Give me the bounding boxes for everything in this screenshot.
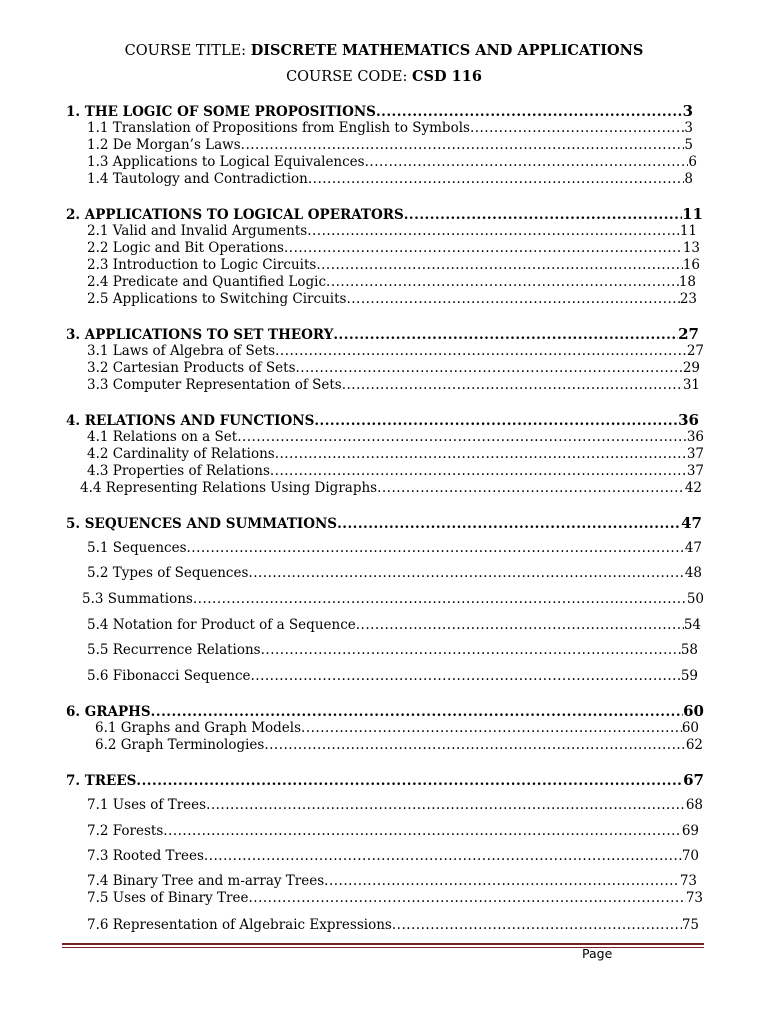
toc-entry-page: 8	[684, 171, 693, 187]
toc-leader-dots	[275, 446, 687, 463]
toc-section-entry	[87, 240, 700, 257]
toc-section-entry	[87, 171, 693, 188]
toc-entry-page: 16	[682, 257, 700, 273]
toc-entry-page: 60	[683, 702, 704, 720]
toc-section-entry	[87, 463, 704, 480]
toc-section-entry	[95, 720, 699, 737]
toc-entry-label: 2.4 Predicate and Quantified Logic	[87, 274, 327, 290]
toc-section-entry	[87, 343, 704, 360]
toc-leader-dots	[356, 617, 684, 634]
toc-entry-page: 3	[684, 120, 693, 136]
toc-entry-page: 36	[678, 411, 699, 429]
toc-entry-page: 73	[685, 890, 703, 906]
toc-leader-dots	[261, 642, 681, 659]
toc-section-entry	[87, 429, 704, 446]
toc-entry-label: 7.2 Forests	[87, 823, 164, 839]
toc-entry-page: 59	[680, 668, 698, 684]
toc-leader-dots	[324, 873, 680, 890]
toc-entry-page: 70	[681, 848, 699, 864]
toc-entry-page: 3	[682, 102, 693, 120]
course-title-prefix: COURSE TITLE:	[124, 43, 251, 59]
toc-chapter-entry	[66, 103, 693, 121]
toc-entry-page: 36	[686, 429, 704, 445]
toc-section-entry	[95, 737, 703, 754]
toc-entry-label: 7.3 Rooted Trees	[87, 848, 204, 864]
toc-section-entry	[87, 446, 704, 463]
toc-leader-dots	[237, 429, 687, 446]
toc-leader-dots	[314, 413, 678, 430]
toc-entry-page: 75	[681, 917, 699, 933]
toc-entry-page: 47	[681, 514, 702, 532]
course-title-line	[0, 42, 768, 59]
toc-entry-label: 3.1 Laws of Algebra of Sets	[87, 343, 276, 359]
toc-entry-label: 4.1 Relations on a Set	[87, 429, 238, 445]
toc-leader-dots	[333, 327, 678, 344]
toc-entry-label: 7.5 Uses of Binary Tree	[87, 890, 249, 906]
toc-chapter-entry	[66, 772, 704, 790]
toc-leader-dots	[316, 257, 682, 274]
toc-entry-label: 2.3 Introduction to Logic Circuits	[87, 257, 317, 273]
toc-entry-label: 5. SEQUENCES AND SUMMATIONS	[66, 516, 338, 532]
toc-section-entry	[82, 591, 704, 608]
toc-leader-dots	[248, 565, 684, 582]
toc-chapter-entry	[66, 703, 704, 721]
footer-page-label: Page	[582, 946, 613, 961]
toc-section-entry	[87, 797, 703, 814]
course-code-prefix: COURSE CODE:	[286, 69, 413, 85]
toc-leader-dots	[241, 137, 685, 154]
toc-section-entry	[87, 848, 699, 865]
toc-chapter-entry	[66, 515, 702, 533]
toc-entry-page: 5	[684, 137, 693, 153]
toc-section-entry	[87, 377, 700, 394]
toc-leader-dots	[342, 377, 683, 394]
toc-entry-page: 11	[679, 223, 697, 239]
toc-entry-page: 37	[686, 463, 704, 479]
toc-entry-page: 48	[684, 565, 702, 581]
toc-leader-dots	[365, 154, 689, 171]
toc-section-entry	[87, 540, 702, 557]
toc-entry-page: 73	[679, 873, 697, 889]
toc-entry-label: 2.5 Applications to Switching Circuits	[87, 291, 347, 307]
toc-entry-label: 1.2 De Morgan’s Laws	[87, 137, 241, 153]
toc-leader-dots	[163, 823, 682, 840]
toc-leader-dots	[151, 704, 683, 721]
toc-leader-dots	[248, 890, 685, 907]
toc-entry-page: 58	[680, 642, 698, 658]
toc-leader-dots	[308, 171, 685, 188]
toc-entry-label: 2. APPLICATIONS TO LOGICAL OPERATORS	[66, 207, 404, 223]
toc-section-entry	[87, 154, 697, 171]
toc-leader-dots	[251, 668, 681, 685]
toc-section-entry	[80, 480, 702, 497]
course-code: CSD 116	[412, 68, 482, 85]
toc-entry-page: 60	[681, 720, 699, 736]
toc-entry-label: 2.1 Valid and Invalid Arguments	[87, 223, 308, 239]
toc-entry-page: 31	[682, 377, 700, 393]
toc-entry-label: 1.1 Translation of Propositions from English to Symbols	[87, 120, 470, 136]
toc-leader-dots	[346, 291, 679, 308]
toc-entry-label: 2.2 Logic and Bit Operations	[87, 240, 284, 256]
toc-leader-dots	[404, 207, 682, 224]
toc-entry-page: 62	[685, 737, 703, 753]
toc-entry-page: 42	[684, 480, 702, 496]
toc-section-entry	[87, 223, 697, 240]
toc-leader-dots	[284, 240, 683, 257]
toc-entry-page: 47	[684, 540, 702, 556]
toc-entry-label: 6. GRAPHS	[66, 704, 151, 720]
toc-entry-label: 7.6 Representation of Algebraic Expressions	[87, 917, 392, 933]
toc-leader-dots	[270, 463, 687, 480]
toc-entry-label: 3.3 Computer Representation of Sets	[87, 377, 342, 393]
toc-chapter-entry	[66, 326, 699, 344]
toc-section-entry	[87, 642, 698, 659]
toc-entry-label: 5.1 Sequences	[87, 540, 187, 556]
toc-entry-label: 5.3 Summations	[82, 591, 193, 607]
toc-entry-page: 29	[682, 360, 700, 376]
toc-leader-dots	[193, 591, 687, 608]
toc-entry-page: 11	[682, 205, 703, 223]
toc-section-entry	[87, 917, 699, 934]
toc-entry-page: 54	[683, 617, 701, 633]
toc-entry-label: 6.1 Graphs and Graph Models	[95, 720, 302, 736]
toc-leader-dots	[376, 104, 683, 121]
toc-leader-dots	[264, 737, 685, 754]
toc-entry-label: 4. RELATIONS AND FUNCTIONS	[66, 413, 315, 429]
toc-entry-label: 4.2 Cardinality of Relations	[87, 446, 275, 462]
toc-section-entry	[87, 120, 693, 137]
toc-section-entry	[87, 291, 697, 308]
toc-entry-page: 18	[678, 274, 696, 290]
toc-entry-label: 7.4 Binary Tree and m-array Trees	[87, 873, 325, 889]
toc-entry-label: 4.3 Properties of Relations	[87, 463, 270, 479]
toc-entry-page: 68	[685, 797, 703, 813]
toc-leader-dots	[307, 223, 680, 240]
toc-entry-label: 5.2 Types of Sequences	[87, 565, 249, 581]
toc-entry-label: 5.4 Notation for Product of a Sequence	[87, 617, 356, 633]
toc-leader-dots	[470, 120, 684, 137]
toc-entry-page: 50	[686, 591, 704, 607]
toc-entry-label: 5.5 Recurrence Relations	[87, 642, 261, 658]
toc-leader-dots	[136, 773, 683, 790]
toc-section-entry	[87, 873, 697, 890]
toc-entry-page: 37	[686, 446, 704, 462]
toc-entry-label: 1. THE LOGIC OF SOME PROPOSITIONS	[66, 104, 376, 120]
toc-leader-dots	[326, 274, 679, 291]
toc-chapter-entry	[66, 206, 703, 224]
toc-section-entry	[87, 257, 700, 274]
toc-leader-dots	[301, 720, 682, 737]
toc-section-entry	[87, 668, 698, 685]
toc-leader-dots	[377, 480, 685, 497]
toc-entry-page: 23	[679, 291, 697, 307]
toc-leader-dots	[392, 917, 682, 934]
toc-entry-page: 13	[682, 240, 700, 256]
footer-rule	[62, 943, 704, 945]
toc-entry-label: 6.2 Graph Terminologies	[95, 737, 265, 753]
toc-entry-label: 3.2 Cartesian Products of Sets	[87, 360, 296, 376]
toc-section-entry	[87, 137, 693, 154]
toc-leader-dots	[337, 516, 681, 533]
course-title: DISCRETE MATHEMATICS AND APPLICATIONS	[250, 42, 644, 59]
toc-entry-label: 7. TREES	[66, 773, 137, 789]
toc-entry-label: 4.4 Representing Relations Using Digraphs	[80, 480, 378, 496]
toc-section-entry	[87, 823, 699, 840]
toc-entry-label: 7.1 Uses of Trees	[87, 797, 207, 813]
toc-entry-label: 5.6 Fibonacci Sequence	[87, 668, 251, 684]
toc-entry-page: 27	[686, 343, 704, 359]
toc-section-entry	[87, 274, 696, 291]
toc-chapter-entry	[66, 412, 699, 430]
toc-entry-page: 6	[688, 154, 697, 170]
toc-entry-label: 3. APPLICATIONS TO SET THEORY	[66, 327, 334, 343]
toc-leader-dots	[275, 343, 687, 360]
toc-section-entry	[87, 565, 702, 582]
toc-leader-dots	[206, 797, 686, 814]
toc-section-entry	[87, 890, 703, 907]
toc-leader-dots	[204, 848, 682, 865]
toc-entry-label: 1.3 Applications to Logical Equivalences	[87, 154, 365, 170]
toc-section-entry	[87, 360, 700, 377]
course-code-line	[0, 68, 768, 85]
toc-entry-page: 69	[681, 823, 699, 839]
toc-entry-page: 67	[683, 771, 704, 789]
toc-leader-dots	[296, 360, 683, 377]
toc-leader-dots	[187, 540, 685, 557]
toc-entry-label: 1.4 Tautology and Contradiction	[87, 171, 308, 187]
toc-entry-page: 27	[678, 325, 699, 343]
toc-section-entry	[87, 617, 701, 634]
